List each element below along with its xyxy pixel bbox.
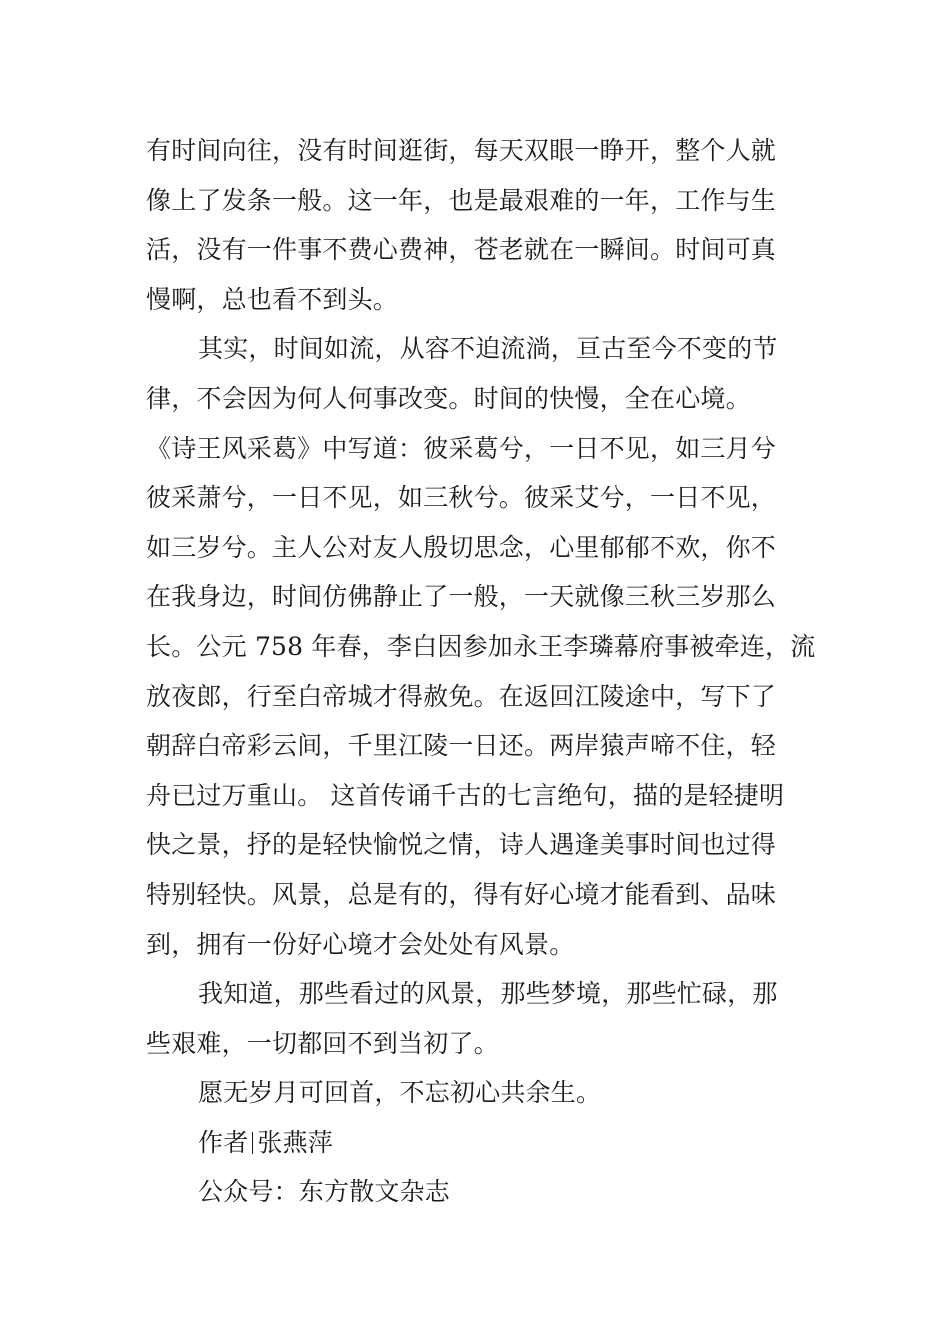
text-line: 像上了发条一般。这一年，也是最艰难的一年，工作与生 [146, 185, 777, 215]
paragraph-1 [146, 126, 808, 324]
text-line: 其实，时间如流，从容不迫流淌，亘古至今不变的节 [198, 334, 778, 364]
text-line: 慢啊，总也看不到头。 [146, 284, 399, 314]
text-line: 到，拥有一份好心境才会处处有风景。 [146, 929, 575, 959]
text-line: 特别轻快。风景，总是有的，得有好心境才能看到、品味 [146, 879, 777, 909]
text-line: 长。公元 758 年春，李白因参加永王李璘幕府事被牵连，流 [146, 631, 816, 661]
text-line: 朝辞白帝彩云间，千里江陵一日还。两岸猿声啼不住，轻 [146, 731, 777, 761]
text-line: 活，没有一件事不费心费神，苍老就在一瞬间。时间可真 [146, 235, 777, 265]
text-line: 有时间向往，没有时间逛街，每天双眼一睁开，整个人就 [146, 136, 777, 165]
text-line: 律，不会因为何人何事改变。时间的快慢，全在心境。 [146, 383, 751, 413]
author-line [146, 1118, 808, 1168]
paragraph-4 [146, 1068, 808, 1118]
author-name: 张燕萍 [257, 1127, 334, 1157]
text-line: 愿无岁月可回首，不忘初心共余生。 [198, 1078, 602, 1108]
article-body [146, 126, 816, 1217]
paragraph-2 [146, 324, 816, 969]
text-line: 快之景，抒的是轻快愉悦之情，诗人遇逢美事时间也过得 [146, 830, 777, 860]
text-line: 彼采萧兮，一日不见，如三秋兮。彼采艾兮，一日不见， [146, 483, 777, 513]
text-line: 《诗王风采葛》中写道：彼采葛兮，一日不见，如三月兮 [146, 433, 777, 463]
author-label: 作者 [198, 1127, 249, 1157]
text-line: 舟已过万重山。 这首传诵千古的七言绝句，描的是轻捷明 [146, 780, 785, 810]
text-line: 在我身边，时间仿佛静止了一般，一天就像三秋三岁那么 [146, 582, 777, 612]
wechat-line [146, 1167, 808, 1217]
text-line: 我知道，那些看过的风景，那些梦境，那些忙碌，那 [198, 979, 778, 1009]
author-divider [252, 1132, 253, 1154]
text-line: 如三岁兮。主人公对友人殷切思念，心里郁郁不欢，你不 [146, 532, 777, 562]
paragraph-3 [146, 969, 808, 1068]
text-line: 放夜郎，行至白帝城才得赦免。在返回江陵途中，写下了 [146, 681, 777, 711]
author-line-content [146, 1118, 808, 1168]
text-line: 些艰难，一切都回不到当初了。 [146, 1028, 499, 1058]
wechat-account: 公众号：东方散文杂志 [198, 1177, 451, 1207]
